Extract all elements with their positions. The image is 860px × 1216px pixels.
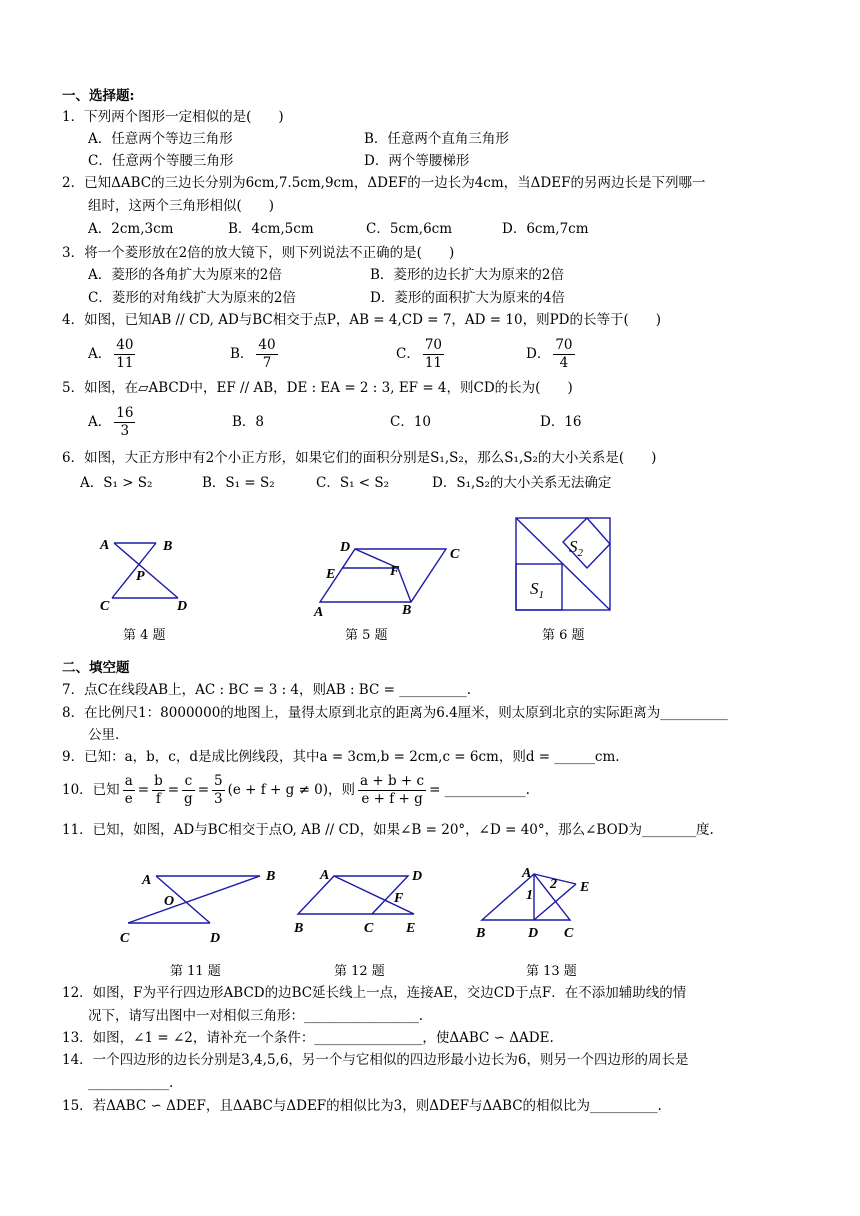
fig6-label-s1: $S_1$ (530, 579, 544, 601)
figure-4 (92, 532, 202, 620)
fig13-label-c: C (564, 926, 574, 941)
fig12-label-c: C (364, 921, 374, 936)
q13-text: 13．如图，∠1 = ∠2，请补充一个条件：________________，使ΔABC ∽ ΔADE. (62, 1030, 554, 1046)
q2-option-a: A．2cm,3cm (88, 221, 174, 237)
fig4-label-d: D (177, 599, 188, 614)
fig13-label-b: B (476, 926, 486, 941)
q10-text: 10．已知 $\frac{a}{e}$ = $\frac{b}{f}$ = $\frac{c}{g}$ = $\frac{5}{3}$ (e + f + g ≠ 0)，则 $\frac{a + b + c}{e + f + g}$ = ____________. (62, 773, 530, 807)
caption-fig6: 第 6 题 (542, 628, 585, 643)
fig13-label-d: D (528, 926, 539, 941)
q1-option-d: D．两个等腰梯形 (364, 153, 470, 169)
q14-text-cont: ____________. (88, 1075, 174, 1091)
q8-text: 8．在比例尺1：8000000的地图上，量得太原到北京的距离为6.4厘米，则太原到北京的实际距离为__________ (62, 705, 728, 721)
q2-option-b: B．4cm,5cm (228, 221, 314, 237)
caption-fig4: 第 4 题 (123, 628, 166, 643)
q5-option-b: B．8 (232, 414, 265, 430)
caption-fig5: 第 5 题 (345, 628, 388, 643)
q7-text: 7．点C在线段AB上，AC : BC = 3 : 4，则AB : BC = __________. (62, 682, 471, 698)
fig4-label-p: P (136, 569, 145, 584)
fig11-label-b: B (266, 869, 276, 884)
q1-option-c: C．任意两个等腰三角形 (88, 153, 234, 169)
fig5-label-f: F (390, 564, 400, 579)
q5-stem: 5．如图，在▱ABCD中，EF // AB，DE : EA = 2 : 3, EF = 4，则CD的长为( ) (62, 380, 573, 396)
figure-12 (290, 864, 434, 940)
q5-option-d: D．16 (540, 414, 582, 430)
figure-5 (310, 536, 470, 620)
q1-option-b: B．任意两个直角三角形 (364, 131, 509, 147)
q6-option-c: C．S₁ < S₂ (316, 475, 390, 491)
q5-option-c: C．10 (390, 414, 432, 430)
fig12-label-f: F (394, 891, 404, 906)
q3-stem: 3．将一个菱形放在2倍的放大镜下，则下列说法不正确的是( ) (62, 245, 455, 261)
q5-option-a: A． $\frac{16}{3}$ (88, 405, 134, 439)
q6-stem: 6．如图，大正方形中有2个小正方形，如果它们的面积分别是S₁,S₂，那么S₁,S₂的大小关系是( ) (62, 450, 657, 466)
fig5-label-d: D (340, 540, 351, 555)
caption-fig11: 第 11 题 (170, 964, 221, 979)
q4-stem: 4．如图，已知AB // CD, AD与BC相交于点P，AB = 4,CD = 7，AD = 10，则PD的长等于( ) (62, 312, 662, 328)
fig5-label-b: B (402, 603, 412, 618)
fig13-label-e: E (580, 880, 590, 895)
q3-option-b: B．菱形的边长扩大为原来的2倍 (370, 267, 565, 283)
q9-text: 9．已知：a，b，c，d是成比例线段，其中a = 3cm,b = 2cm,c = 6cm，则d = ______cm. (62, 749, 620, 765)
caption-fig13: 第 13 题 (526, 964, 577, 979)
q2-stem-cont: 组时，这两个三角形相似( ) (88, 198, 275, 214)
q12-text-cont: 况下，请写出图中一对相似三角形：_________________. (88, 1008, 424, 1024)
fig4-label-b: B (163, 539, 173, 554)
fig5-label-a: A (314, 605, 324, 620)
fig6-label-s2: $S_2$ (569, 537, 583, 559)
q11-text: 11．已知，如图，AD与BC相交于点O, AB // CD，如果∠B = 20°，∠D = 40°，那么∠BOD为________度. (62, 822, 714, 838)
q4-option-d: D． $\frac{70}{4}$ (526, 337, 573, 371)
fig12-label-e: E (406, 921, 416, 936)
figure-11 (116, 864, 286, 948)
q4-option-b: B． $\frac{40}{7}$ (230, 337, 276, 371)
fig4-label-a: A (100, 538, 110, 553)
section-title-choice: 一、选择题: (62, 88, 135, 104)
q1-option-a: A．任意两个等边三角形 (88, 131, 233, 147)
q15-text: 15．若ΔABC ∽ ΔDEF，且ΔABC与ΔDEF的相似比为3，则ΔDEF与ΔABC的相似比为__________. (62, 1098, 662, 1114)
fig13-angle-1: 1 (526, 888, 533, 903)
fig11-label-c: C (120, 931, 130, 946)
q4-option-c: C． $\frac{70}{11}$ (396, 337, 443, 371)
q12-text: 12．如图，F为平行四边形ABCD的边BC延长线上一点，连接AE，交边CD于点F．在不添加辅助线的情 (62, 985, 687, 1001)
fig13-angle-2: 2 (550, 877, 557, 892)
q1-stem: 1．下列两个图形一定相似的是( ) (62, 109, 284, 125)
fig12-label-a: A (320, 868, 330, 883)
q14-text: 14．一个四边形的边长分别是3,4,5,6，另一个与它相似的四边形最小边长为6，则另一个四边形的周长是 (62, 1052, 689, 1068)
q4-option-a: A． $\frac{40}{11}$ (88, 337, 134, 371)
fig12-label-d: D (412, 869, 423, 884)
section-title-fill: 二、填空题 (62, 660, 130, 676)
fig11-label-o: O (164, 894, 175, 909)
q3-option-d: D．菱形的面积扩大为原来的4倍 (370, 290, 565, 306)
fig5-label-e: E (326, 567, 336, 582)
q6-option-b: B．S₁ = S₂ (202, 475, 275, 491)
fig11-label-a: A (142, 873, 152, 888)
q3-option-a: A．菱形的各角扩大为原来的2倍 (88, 267, 282, 283)
fig4-label-c: C (100, 599, 110, 614)
fig5-label-c: C (450, 547, 460, 562)
caption-fig12: 第 12 题 (334, 964, 385, 979)
figure-6 (512, 516, 614, 612)
q3-option-c: C．菱形的对角线扩大为原来的2倍 (88, 290, 296, 306)
fig11-label-d: D (210, 931, 221, 946)
q2-option-c: C．5cm,6cm (366, 221, 453, 237)
q2-stem: 2．已知ΔABC的三边长分别为6cm,7.5cm,9cm，ΔDEF的一边长为4cm，当ΔDEF的另两边长是下列哪一 (62, 175, 706, 191)
fig13-label-a: A (522, 866, 532, 881)
figure-13 (472, 862, 602, 942)
q6-option-d: D．S₁,S₂的大小关系无法确定 (432, 475, 612, 491)
q8-text-cont: 公里. (88, 727, 120, 743)
fig12-label-b: B (294, 921, 304, 936)
q2-option-d: D．6cm,7cm (502, 221, 589, 237)
q6-option-a: A．S₁ > S₂ (80, 475, 153, 491)
